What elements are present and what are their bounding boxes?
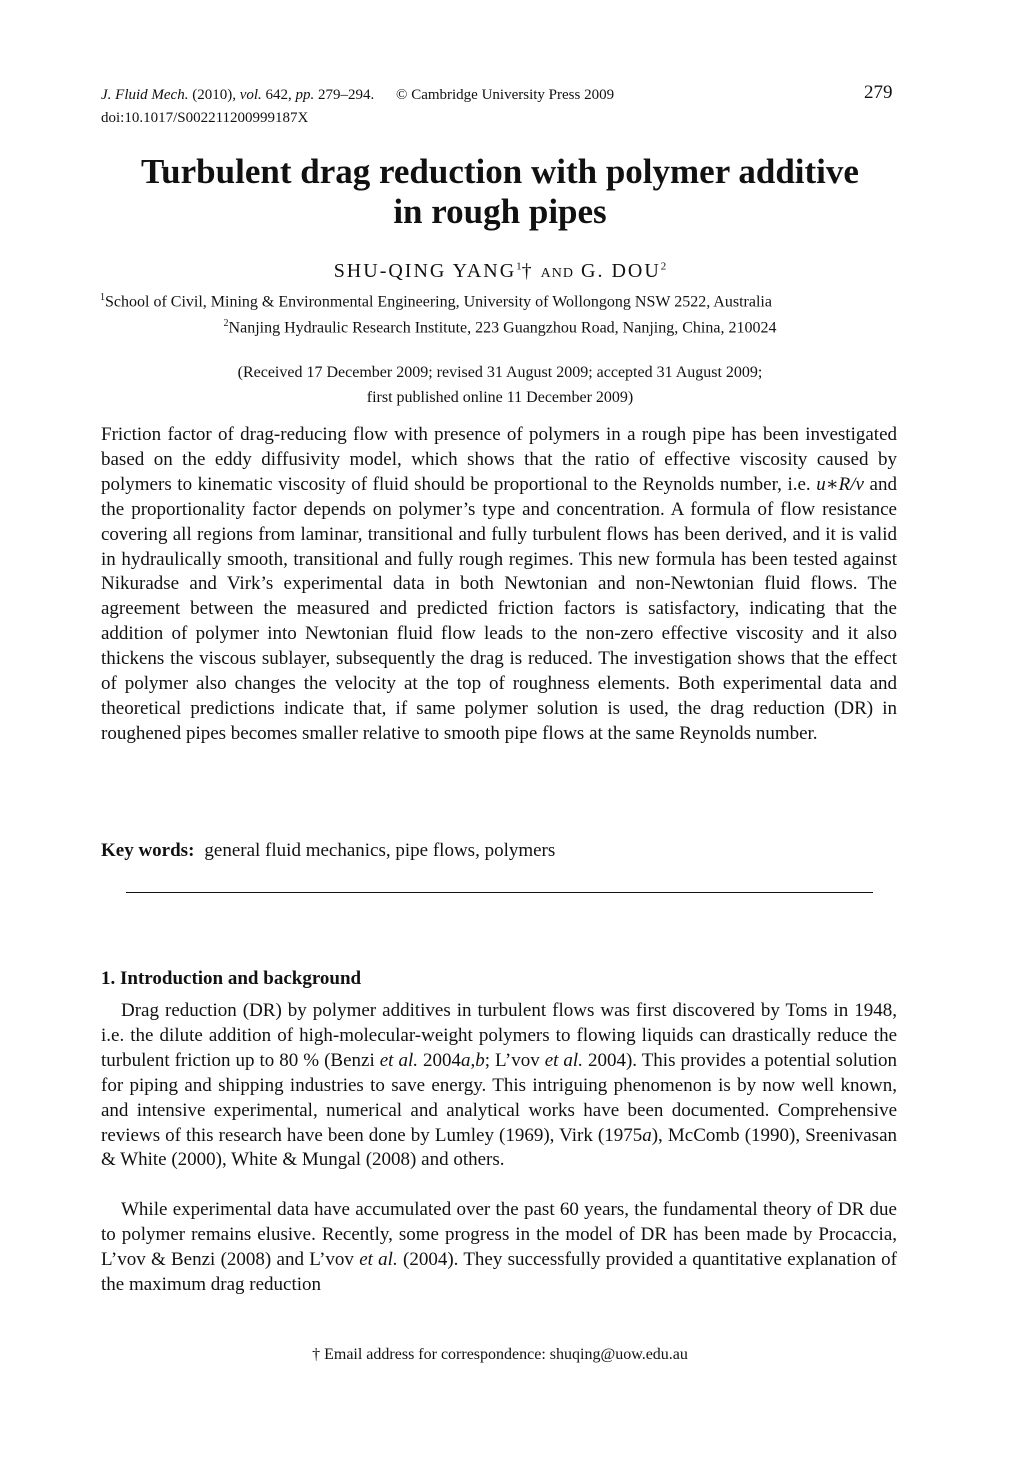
keywords-text: general fluid mechanics, pipe flows, polymers bbox=[204, 840, 556, 861]
intro-paragraph-1 bbox=[101, 999, 897, 1173]
keywords bbox=[101, 840, 555, 862]
copyright: © Cambridge University Press 2009 bbox=[396, 87, 615, 103]
dagger-mark: † bbox=[521, 260, 534, 282]
abstract bbox=[101, 423, 897, 747]
para1-letter-a: a bbox=[461, 1049, 471, 1071]
para1-letter-b: b bbox=[475, 1049, 485, 1071]
author-list bbox=[0, 260, 1000, 283]
affiliation-2 bbox=[0, 318, 1000, 337]
journal-name: J. Fluid Mech. bbox=[101, 87, 189, 103]
para2-text-2: (2004). They successfully provided a quantitative explanation of the maximum drag reduction bbox=[101, 1248, 897, 1295]
abstract-divider bbox=[126, 892, 873, 893]
pages-label: pp. bbox=[295, 87, 315, 103]
reynolds-formula: u∗R/ν bbox=[816, 473, 864, 495]
doi: doi:10.1017/S002211200999187X bbox=[101, 110, 309, 126]
para2-etal: et al. bbox=[359, 1248, 398, 1270]
and-separator: AND bbox=[540, 266, 575, 281]
affiliation-2-mark: 2 bbox=[223, 318, 229, 329]
title-line-1: Turbulent drag reduction with polymer additive bbox=[141, 152, 859, 191]
affiliation-1-text: School of Civil, Mining & Environmental Engineering, University of Wollongong NSW 2522, Australia bbox=[105, 293, 772, 311]
abstract-part-1: Friction factor of drag-reducing flow with presence of polymers in a rough pipe has been investigated based on the eddy diffusivity model, which shows that the ratio of effective viscosity caused by polymers to kinematic viscosity of fluid should be proportional to the Reynolds number, i.e. bbox=[101, 424, 897, 495]
para1-text-1: Drag reduction (DR) by polymer additives in turbulent flows was first discovered by Toms in 1948, i.e. the dilute addition of high-molecular-weight polymers to flowing liquids can drastically reduce the turbulent friction up to 80 % (Benzi bbox=[101, 1000, 897, 1071]
section-heading: 1. Introduction and background bbox=[101, 968, 362, 989]
author-2-affiliation-mark: 2 bbox=[660, 260, 667, 273]
journal-citation bbox=[101, 84, 614, 106]
para1-text-2: 2004 bbox=[418, 1049, 461, 1071]
author-1: SHU-QING YANG bbox=[333, 260, 517, 282]
para1-text-3: ; L’vov bbox=[484, 1049, 545, 1071]
paper-title bbox=[60, 152, 940, 232]
author-1-affiliation-mark: 1 bbox=[516, 260, 522, 273]
para2-text-1: While experimental data have accumulated over the past 60 years, the fundamental theory of DR due to polymer remains elusive. Recently, some progress in the model of DR has been made by Procaccia, L’vov & Benzi (2008) and L’vov bbox=[101, 1199, 897, 1270]
para1-text-5: ), McComb (1990), Sreenivasan & White (2000), White & Mungal (2008) and others. bbox=[101, 1124, 897, 1171]
intro-paragraph-2 bbox=[101, 1198, 897, 1298]
para1-text-4: 2004). This provides a potential solution for piping and shipping industries to save energy. This intriguing phenomenon is by now well known, and intensive experimental, numerical and analytical works have been documented. Comprehensive reviews of this research have been done by Lumley (1969), Virk (1975 bbox=[101, 1049, 898, 1146]
received-line-1: (Received 17 December 2009; revised 31 August 2009; accepted 31 August 2009; bbox=[237, 364, 763, 381]
author-2: G. DOU bbox=[581, 260, 661, 282]
para1-letter-a-2: a bbox=[642, 1124, 652, 1146]
journal-year: (2010), bbox=[192, 87, 236, 103]
affiliation-1-mark: 1 bbox=[100, 292, 105, 303]
correspondence-footnote: † Email address for correspondence: shuqing@uow.edu.au bbox=[312, 1346, 688, 1363]
abstract-part-2: and the proportionality factor depends on polymer’s type and concentration. A formula of flow resistance covering all regions from laminar, transitional and fully turbulent flows has been derived, and it is valid in hydraulically smooth, transitional and fully rough regimes. This new formula has been tested against Nikuradse and Virk’s experimental data in both Newtonian and non-Newtonian fluid flows. The agreement between the measured and predicted friction factors is satisfactory, indicating that the addition of polymer into Newtonian fluid flow leads to the non-zero effective viscosity and it also thickens the viscous sublayer, subsequently the drag is reduced. The investigation shows that the effect of polymer also changes the velocity at the top of roughness elements. Both experimental data and theoretical predictions indicate that, if same polymer solution is used, the drag reduction (DR) in roughened pipes becomes smaller relative to smooth pipe flows at the same Reynolds number. bbox=[101, 473, 897, 744]
page-range: 279–294. bbox=[318, 87, 375, 103]
para1-comma: , bbox=[470, 1049, 476, 1071]
received-dates bbox=[0, 360, 1000, 410]
affiliation-1 bbox=[100, 292, 772, 311]
para1-etal-1: et al. bbox=[379, 1049, 418, 1071]
page-number: 279 bbox=[864, 82, 893, 103]
vol-number: 642, bbox=[265, 87, 292, 103]
affiliation-2-text: Nanjing Hydraulic Research Institute, 223 Guangzhou Road, Nanjing, China, 210024 bbox=[228, 319, 777, 337]
received-line-2: first published online 11 December 2009) bbox=[366, 389, 634, 406]
keywords-label: Key words: bbox=[101, 840, 195, 861]
vol-label: vol. bbox=[239, 87, 262, 103]
para1-etal-2: et al. bbox=[544, 1049, 583, 1071]
title-line-2: in rough pipes bbox=[393, 192, 607, 231]
